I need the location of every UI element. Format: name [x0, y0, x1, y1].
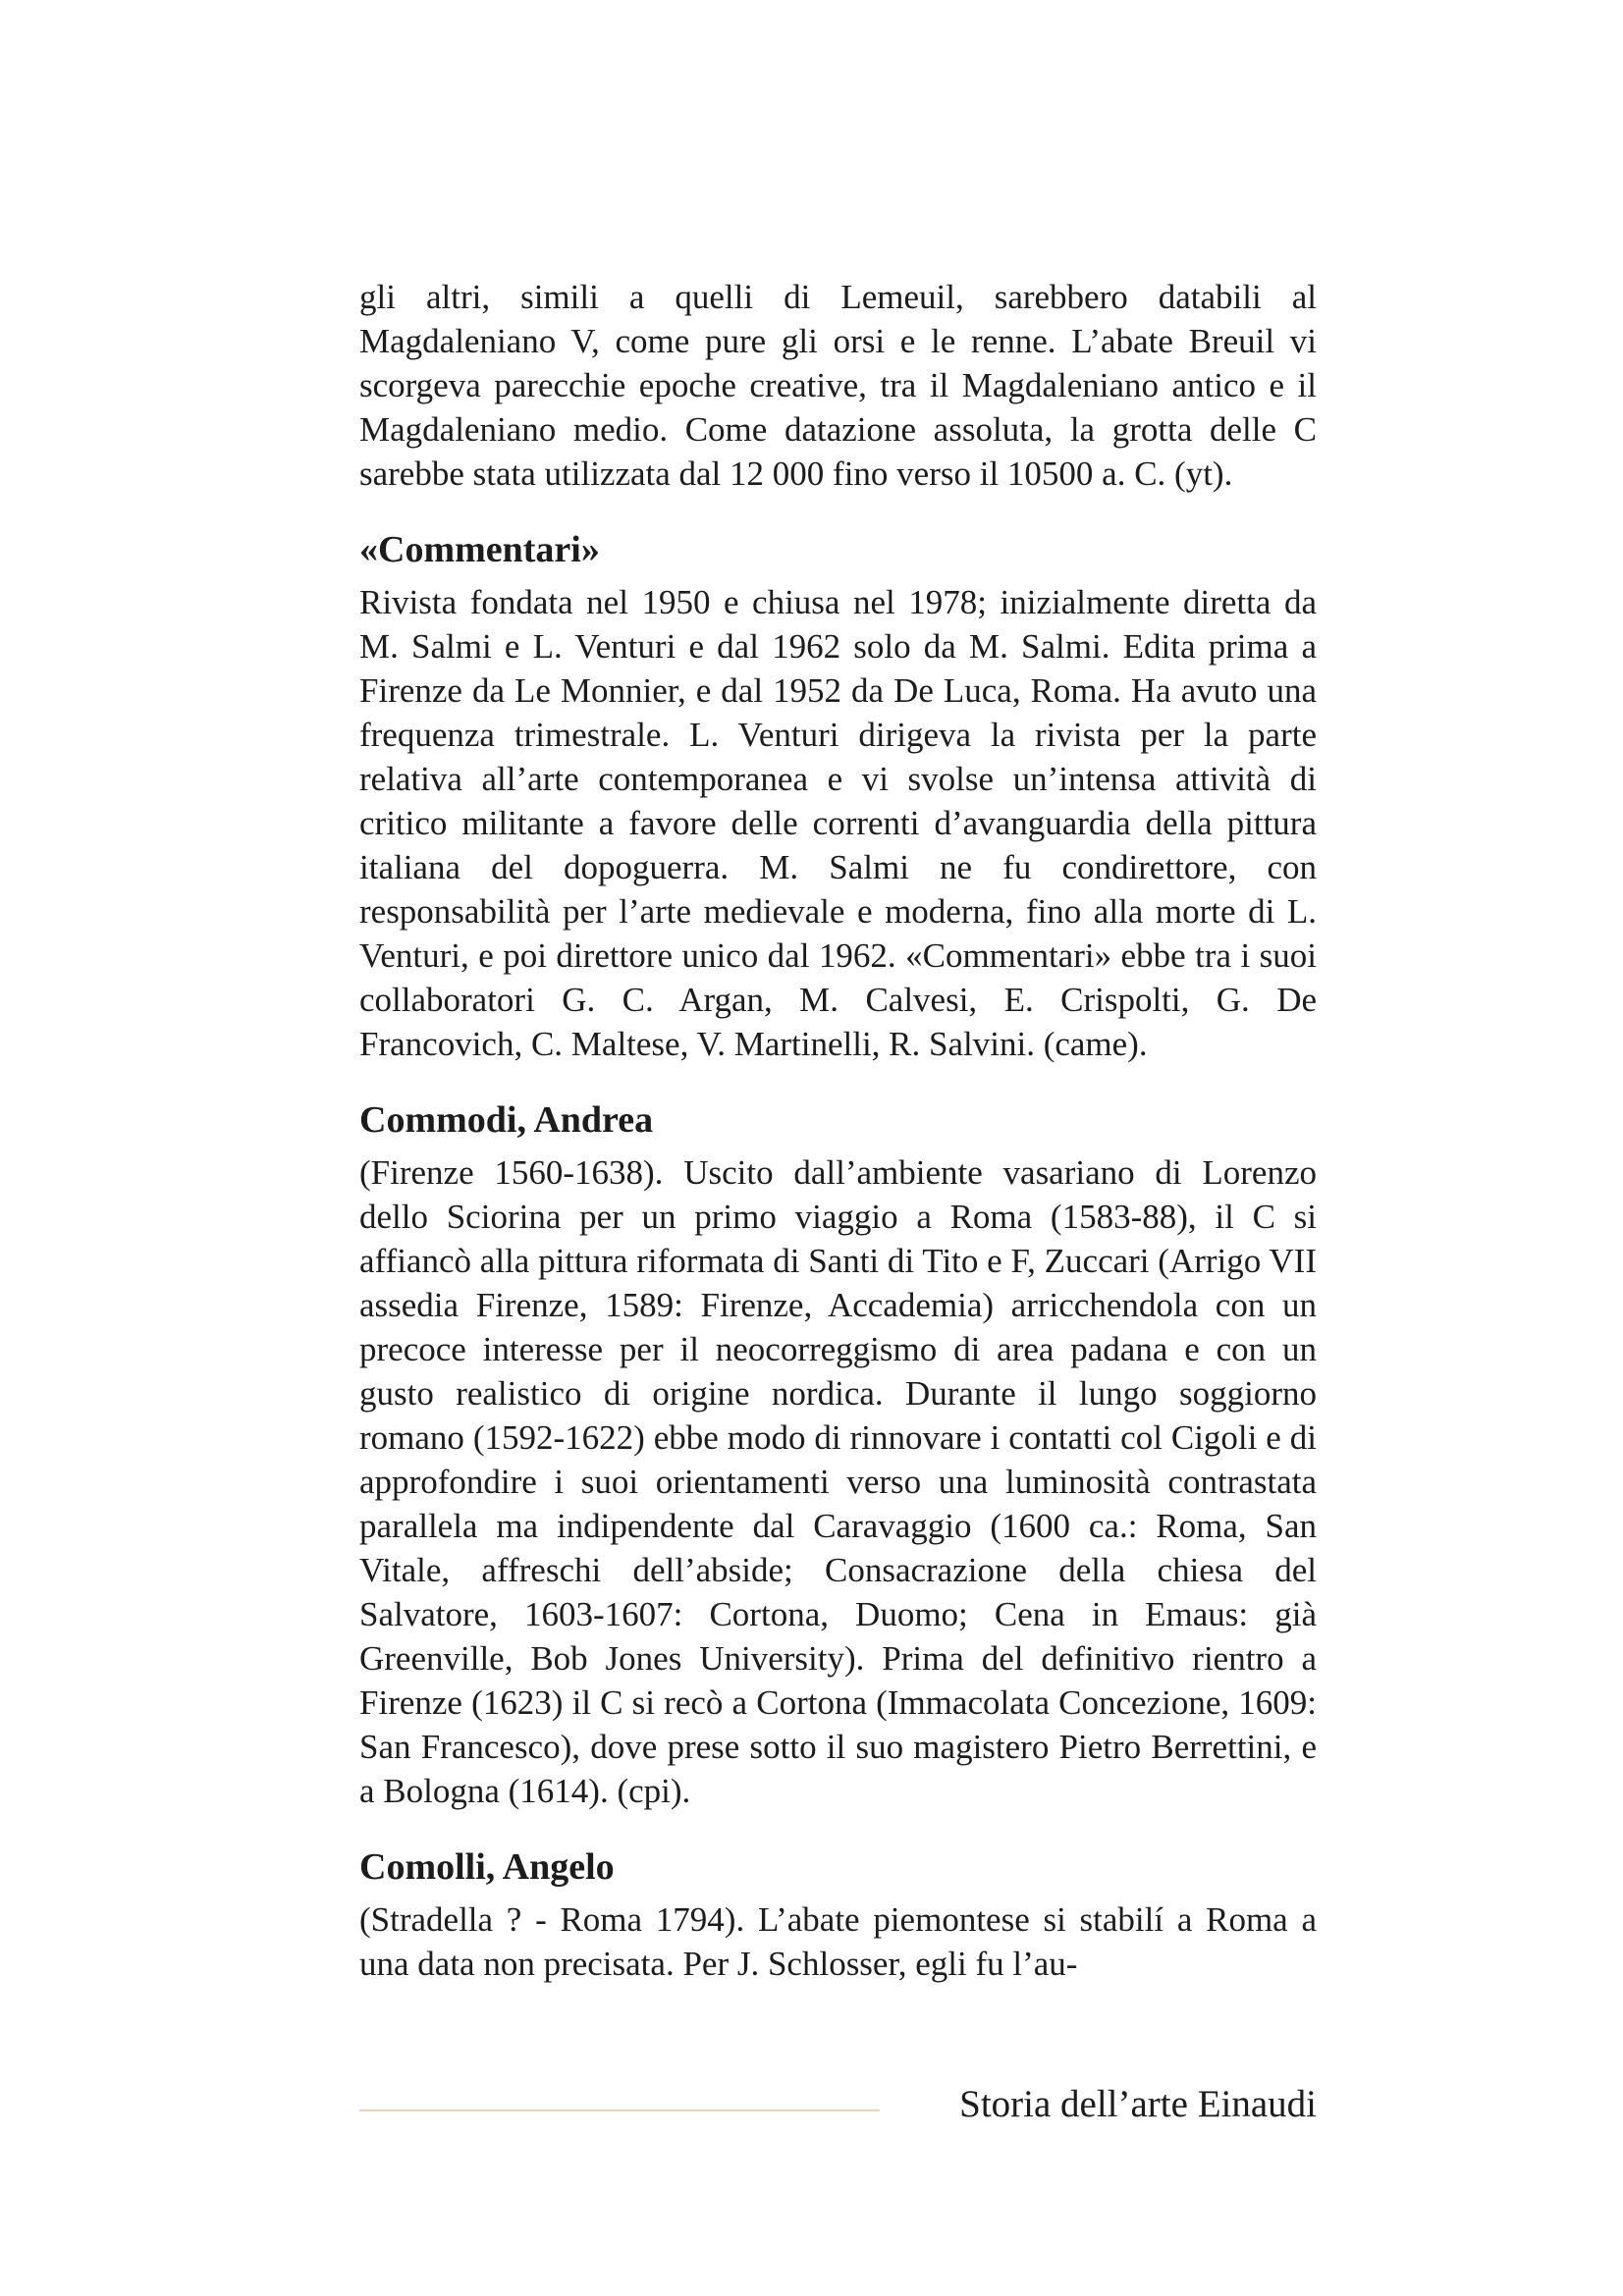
intro-paragraph: gli altri, simili a quelli di Lemeuil, sarebbero databili al Magdaleniano V, come pure gli orsi e le renne. L’abate Breuil vi scorgeva parecchie epoche creative, tra il Magdaleniano antico e il Magdaleniano medio. Come datazione assoluta, la grotta delle C sarebbe stata utilizzata dal 12 000 fino verso il 10500 a. C. (yt). — [359, 278, 1317, 493]
entry-heading: «Commentari» — [359, 529, 600, 570]
entry-heading: Comolli, Angelo — [359, 1846, 615, 1888]
entry-commentari — [359, 527, 1317, 1066]
page-footer — [359, 2077, 1317, 2132]
entry-paragraph: (Stradella ? - Roma 1794). L’abate piemontese si stabilí a Roma a una data non precisata. Per J. Schlosser, egli fu l’au- — [359, 1900, 1317, 1983]
footer-title: Storia dell’arte Einaudi — [959, 2083, 1317, 2125]
entry-paragraph: Rivista fondata nel 1950 e chiusa nel 1978; inizialmente diretta da M. Salmi e L. Venturi e dal 1962 solo da M. Salmi. Edita prima a Firenze da Le Monnier, e dal 1952 da De Luca, Roma. Ha avuto una frequenza trimestrale. L. Venturi dirigeva la rivista per la parte relativa all’arte contemporanea e vi svolse un’intensa attività di critico militante a favore delle correnti d’avanguardia della pittura italiana del dopoguerra. M. Salmi ne fu condirettore, con responsabilità per l’arte medievale e moderna, fino alla morte di L. Venturi, e poi direttore unico dal 1962. «Commentari» ebbe tra i suoi collaboratori G. C. Argan, M. Calvesi, E. Crispolti, G. De Francovich, C. Maltese, V. Martinelli, R. Salvini. (came). — [359, 583, 1317, 1063]
document-page — [359, 275, 1317, 1986]
entry-commodi — [359, 1097, 1317, 1813]
entry-comolli — [359, 1844, 1317, 1986]
entry-heading: Commodi, Andrea — [359, 1099, 654, 1141]
footer-rule — [359, 2109, 880, 2111]
entry-paragraph: (Firenze 1560-1638). Uscito dall’ambiente vasariano di Lorenzo dello Sciorina per un primo viaggio a Roma (1583-88), il C si affiancò alla pittura riformata di Santi di Tito e F, Zuccari (Arrigo VII assedia Firenze, 1589: Firenze, Accademia) arricchendola con un precoce interesse per il neocorreggismo di area padana e con un gusto realistico di origine nordica. Durante il lungo soggiorno romano (1592-1622) ebbe modo di rinnovare i contatti col Cigoli e di approfondire i suoi orientamenti verso una luminosità contrastata parallela ma indipendente dal Caravaggio (1600 ca.: Roma, San Vitale, affreschi dell’abside; Consacrazione della chiesa del Salvatore, 1603-1607: Cortona, Duomo; Cena in Emaus: già Greenville, Bob Jones University). Prima del definitivo rientro a Firenze (1623) il C si recò a Cortona (Immacolata Concezione, 1609: San Francesco), dove prese sotto il suo magistero Pietro Berrettini, e a Bologna (1614). (cpi). — [359, 1153, 1317, 1810]
